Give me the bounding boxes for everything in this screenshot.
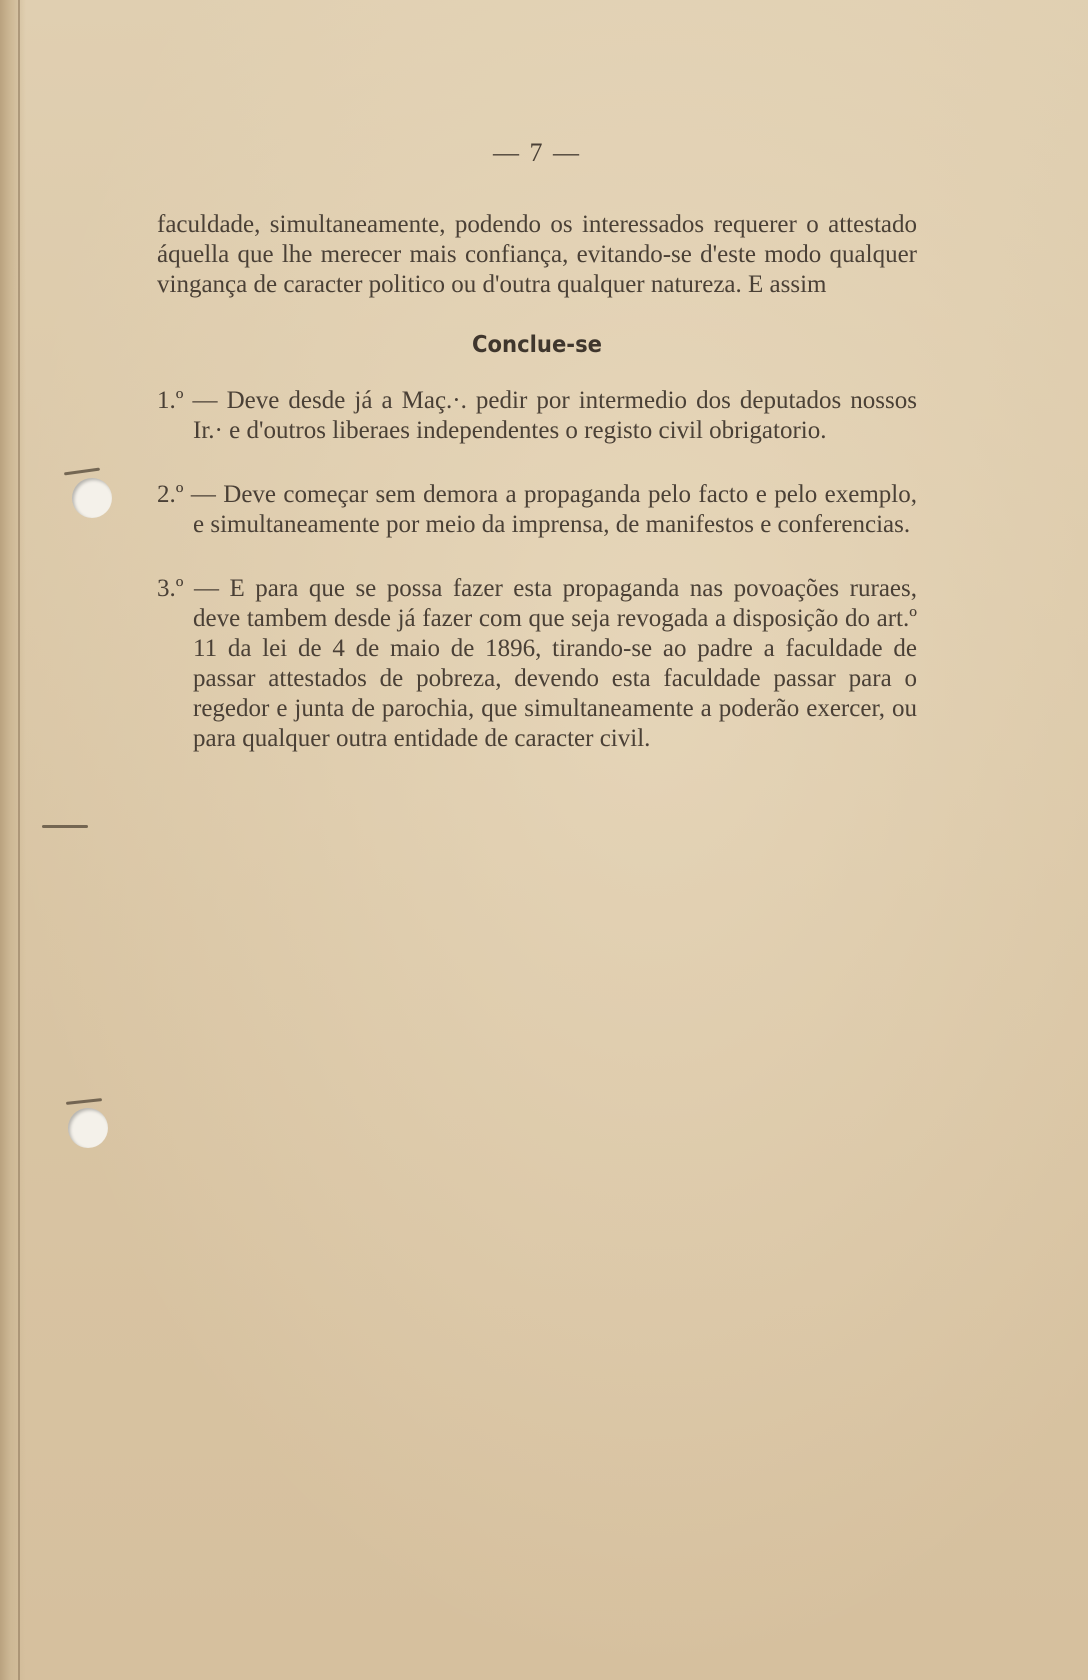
section-heading: Conclue-se xyxy=(471,332,603,358)
conclusion-item: 2.º — Deve começar sem demora a propaganda pelo facto e pelo exemplo, e simultaneamente por meio da imprensa, de manifestos e conferencias. xyxy=(157,481,917,538)
page-number: — 7 — xyxy=(493,138,581,167)
punch-hole xyxy=(68,1108,108,1148)
opening-paragraph: faculdade, simultaneamente, podendo os interessados requerer o attestado áquella que lhe merecer mais confiança, evitando-se d'este modo qualquer vingança de caracter politico ou d'outra qualquer natureza. E assim xyxy=(157,211,917,298)
binding-edge xyxy=(0,0,26,1680)
punch-mark xyxy=(66,1098,102,1105)
conclusion-item: 3.º — E para que se possa fazer esta propaganda nas povoações ruraes, deve tambem desde já fazer com que seja revogada a disposição do art.º 11 da lei de 4 de maio de 1896, tirando-se ao padre a faculdade de passar attestados de pobreza, devendo esta faculdade passar para o regedor e junta de parochia, que simultaneamente a poderão exercer, ou para qualquer outra entidade de caracter civil. xyxy=(157,575,917,752)
binding-line xyxy=(18,0,20,1680)
punch-hole xyxy=(72,478,112,518)
page-content xyxy=(157,138,917,788)
punch-mark xyxy=(64,468,100,476)
punch-mark xyxy=(42,825,88,828)
conclusion-item: 1.º — Deve desde já a Maç.·. pedir por intermedio dos deputados nossos Ir.· e d'outros liberaes independentes o registo civil obrigatorio. xyxy=(157,387,917,444)
